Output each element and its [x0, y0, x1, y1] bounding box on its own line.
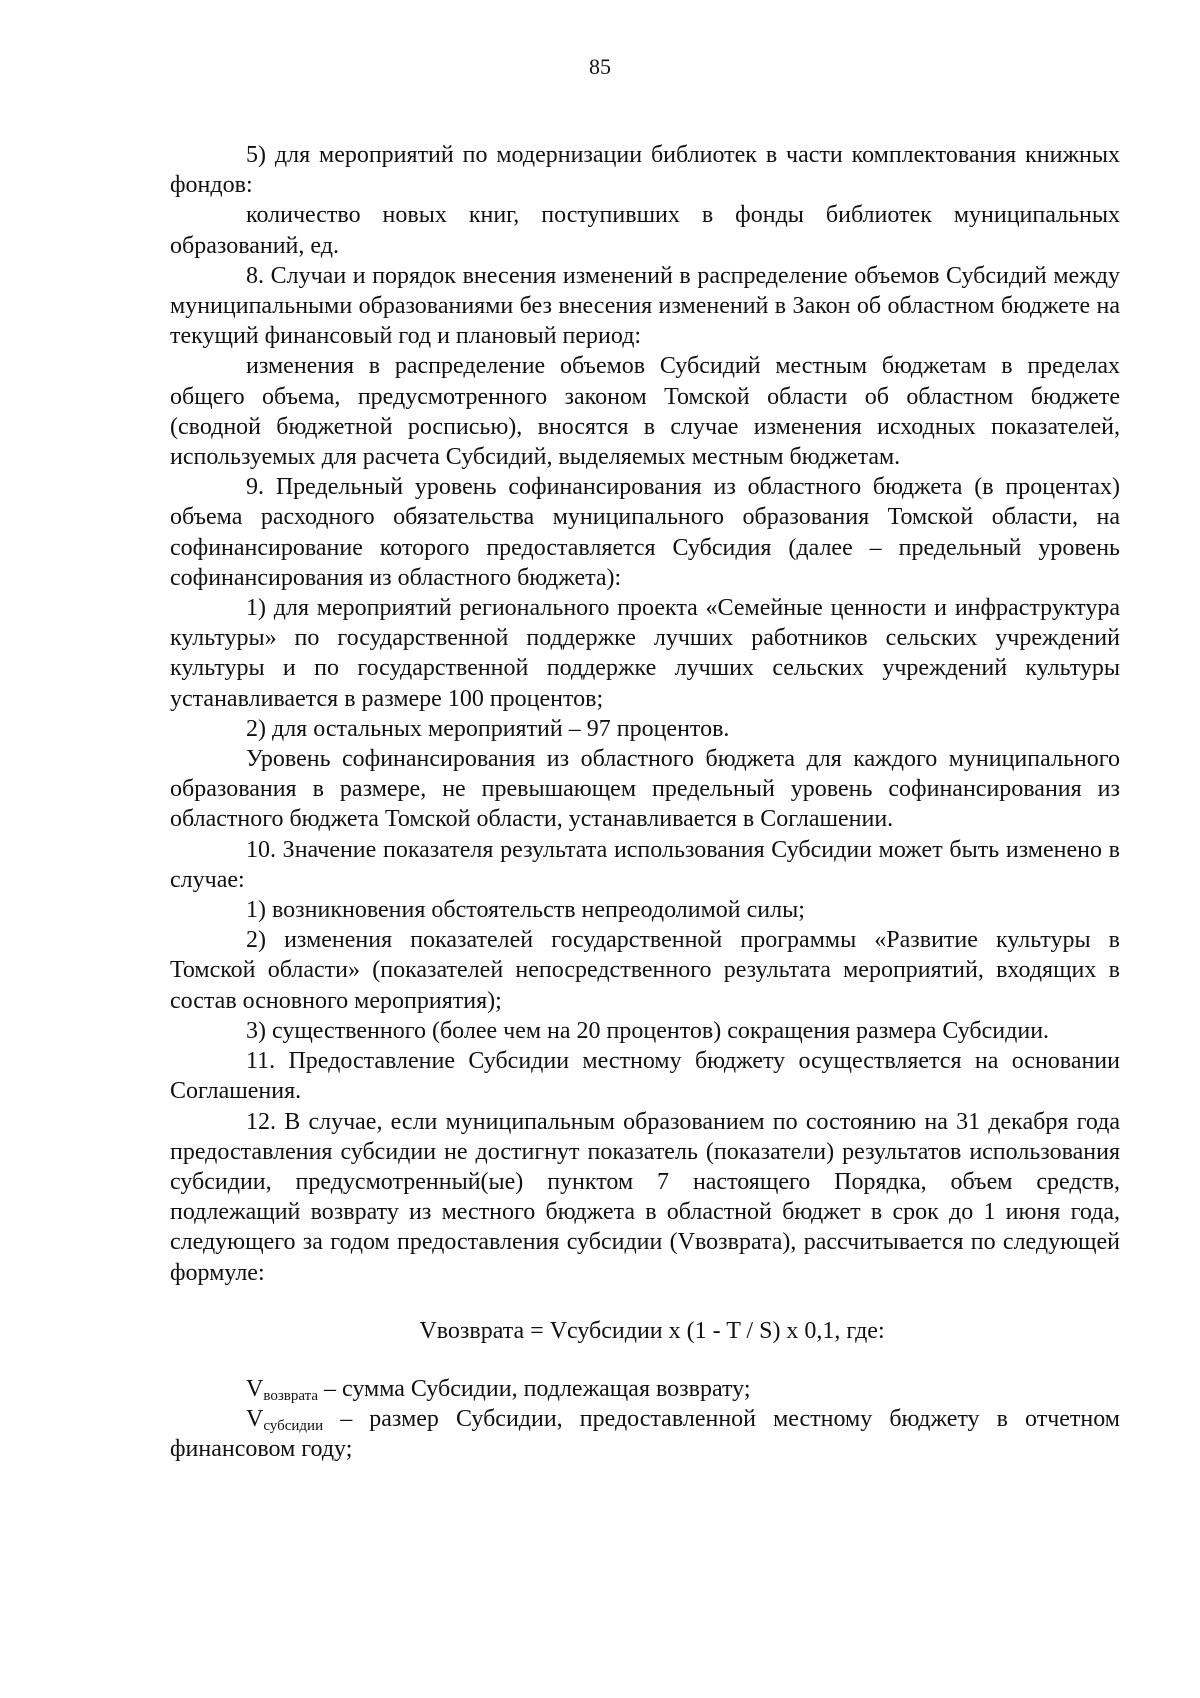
definition-v-subsidy — [170, 1404, 1120, 1464]
paragraph-item-5: 5) для мероприятий по модернизации библиотек в части комплектования книжных фондов: — [170, 142, 1120, 199]
paragraph-section-8-changes: изменения в распределение объемов Субсидий местным бюджетам в пределах общего объема, предусмотренного законом Томской области об областном бюджете (сводной бюджетной росписью), вносятся в случае изменения исходных показателей, используемых для расчета Субсидий, выделяемых местным бюджетам. — [170, 353, 1120, 471]
definition-subscript: субсидии — [263, 1418, 324, 1435]
paragraph-section-9-item-1: 1) для мероприятий регионального проекта «Семейные ценности и инфраструктура культуры» по государственной поддержке лучших работников сельских учреждений культуры и по государственной поддержке лучших сельских учреждений культуры устанавливается в размере 100 процентов; — [170, 595, 1120, 712]
paragraph-item-5-indicator: количество новых книг, поступивших в фонды библиотек муниципальных образований, ед. — [170, 202, 1120, 259]
paragraph-section-9: 9. Предельный уровень софинансирования из областного бюджета (в процентах) объема расходного обязательства муниципального образования Томской области, на софинансирование которого предоставляется Субсидия (далее – предельный уровень софинансирования из областного бюджета): — [170, 474, 1120, 591]
paragraph-section-8: 8. Случаи и порядок внесения изменений в распределение объемов Субсидий между муниципальными образованиями без внесения изменений в Закон об областном бюджете на текущий финансовый год и плановый период: — [170, 262, 1120, 350]
paragraph-section-10-item-1: 1) возникновения обстоятельств непреодолимой силы; — [246, 897, 805, 924]
page-number: 85 — [589, 54, 611, 79]
paragraph-section-10-item-2: 2) изменения показателей государственной программы «Развитие культуры в Томской области» (показателей непосредственного результата мероприятий, входящих в состав основного мероприятия); — [170, 927, 1120, 1014]
definition-symbol: V — [246, 1375, 264, 1402]
definition-v-return — [170, 1374, 1120, 1404]
paragraph-section-9-level: Уровень софинансирования из областного бюджета для каждого муниципального образования в размере, не превышающем предельный уровень софинансирования из областного бюджета Томской области, устанавливается в Соглашении. — [170, 746, 1120, 833]
definition-subscript: возврата — [263, 1387, 318, 1404]
document-body — [170, 140, 1120, 1465]
definition-text: – сумма Субсидии, подлежащая возврату; — [318, 1375, 751, 1402]
definition-text: – размер Субсидии, предоставленной местному бюджету в отчетном финансовом году; — [170, 1406, 1120, 1463]
refund-formula: Vвозврата = Vсубсидии x (1 - T / S) x 0,1, где: — [419, 1317, 885, 1344]
paragraph-section-11: 11. Предоставление Субсидии местному бюджету осуществляется на основании Соглашения. — [170, 1048, 1120, 1105]
paragraph-section-12: 12. В случае, если муниципальным образованием по состоянию на 31 декабря года предоставления субсидии не достигнут показатель (показатели) результатов использования субсидии, предусмотренный(ые) пунктом 7 настоящего Порядка, объем средств, подлежащий возврату из местного бюджета в областной бюджет в срок до 1 июня года, следующего за годом предоставления субсидии (Vвозврата), рассчитывается по следующей формуле: — [170, 1108, 1120, 1286]
paragraph-section-9-item-2: 2) для остальных мероприятий – 97 процентов. — [246, 715, 730, 742]
paragraph-section-10: 10. Значение показателя результата использования Субсидии может быть изменено в случае: — [170, 836, 1120, 893]
definition-symbol: V — [246, 1406, 264, 1433]
paragraph-section-10-item-3: 3) существенного (более чем на 20 процентов) сокращения размера Субсидии. — [246, 1017, 1050, 1044]
